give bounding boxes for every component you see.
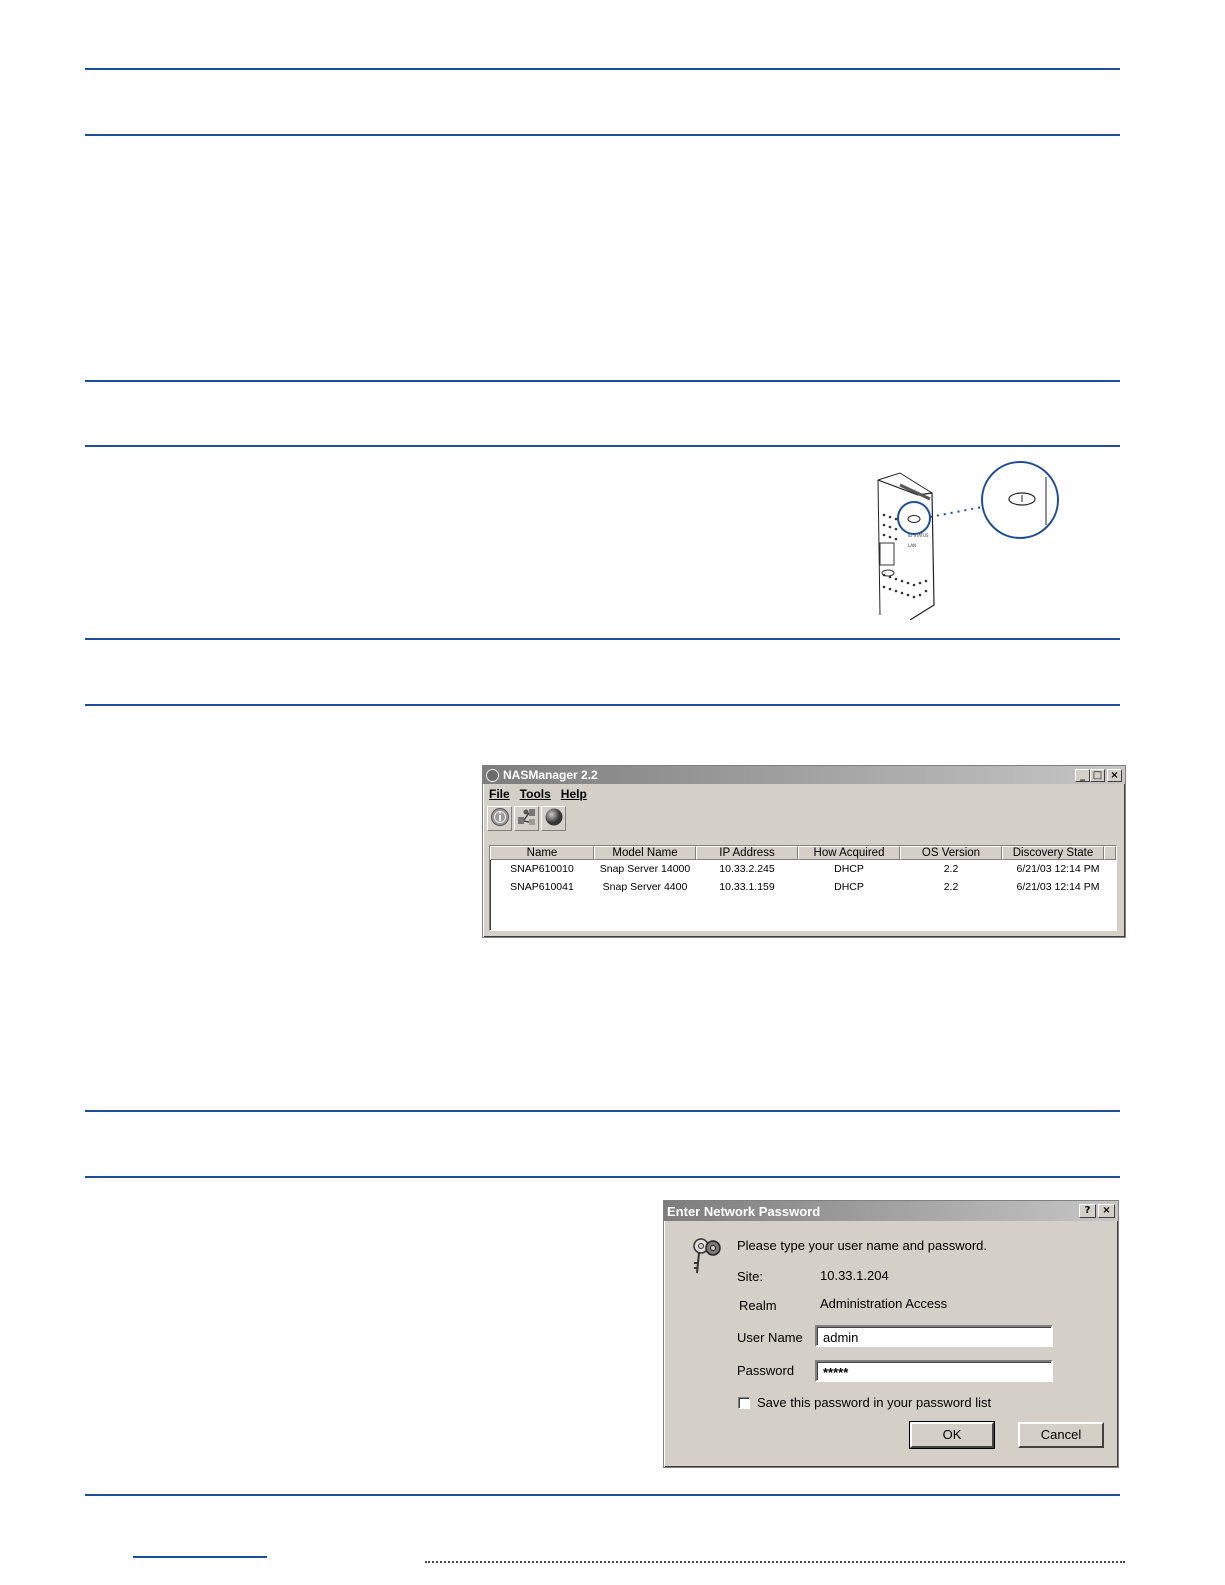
cancel-button[interactable]: Cancel xyxy=(1018,1422,1104,1448)
maximize-button[interactable]: □ xyxy=(1090,769,1105,782)
column-header-os-version[interactable]: OS Version xyxy=(900,846,1002,860)
cell-os-version: 2.2 xyxy=(943,863,959,875)
password-label: Password xyxy=(737,1363,795,1378)
info-button[interactable] xyxy=(487,806,512,831)
section-rule xyxy=(85,704,1120,706)
cell-name: SNAP610010 xyxy=(510,863,574,875)
info-icon xyxy=(490,807,510,830)
svg-text:ID STATUS: ID STATUS xyxy=(908,533,929,538)
column-header-model-name[interactable]: Model Name xyxy=(594,846,696,860)
username-field[interactable]: admin xyxy=(815,1325,1053,1347)
cell-how-acquired: DHCP xyxy=(834,881,864,893)
network-tools-button[interactable] xyxy=(514,806,539,831)
nasmanager-titlebar[interactable] xyxy=(483,766,1125,784)
keys-icon xyxy=(686,1235,726,1275)
server-power-button-illustration xyxy=(870,455,1070,620)
network-tools-icon xyxy=(516,806,538,831)
menu-file[interactable]: File xyxy=(489,787,510,801)
minimize-button[interactable]: _ xyxy=(1075,769,1090,782)
menu-help[interactable]: Help xyxy=(560,787,587,801)
password-field[interactable]: ***** xyxy=(815,1360,1053,1382)
save-password-checkbox[interactable] xyxy=(738,1397,750,1409)
section-rule xyxy=(85,1494,1120,1496)
menu-tools[interactable]: Tools xyxy=(519,787,551,801)
column-header-filler xyxy=(1104,846,1116,860)
table-row[interactable] xyxy=(490,860,1116,878)
dialog-title: Enter Network Password xyxy=(667,1203,821,1219)
column-header-how-acquired[interactable]: How Acquired xyxy=(798,846,900,860)
cell-ip-address: 10.33.2.245 xyxy=(719,863,775,875)
save-password-label[interactable]: Save this password in your password list xyxy=(757,1395,992,1410)
cell-os-version: 2.2 xyxy=(943,881,959,893)
cell-discovery-state: 6/21/03 12:14 PM xyxy=(1016,881,1100,893)
help-button[interactable]: ? xyxy=(1079,1204,1096,1218)
site-label: Site: xyxy=(737,1269,764,1284)
site-value: 10.33.1.204 xyxy=(820,1268,889,1283)
cell-ip-address: 10.33.1.159 xyxy=(719,881,775,893)
globe-icon xyxy=(544,807,564,830)
globe-button[interactable] xyxy=(541,806,566,831)
dialog-titlebar[interactable] xyxy=(664,1201,1118,1221)
section-rule xyxy=(85,1110,1120,1112)
nasmanager-window xyxy=(482,765,1126,938)
section-rule xyxy=(85,638,1120,640)
close-button[interactable]: × xyxy=(1098,1204,1115,1218)
section-rule xyxy=(85,68,1120,70)
cell-discovery-state: 6/21/03 12:14 PM xyxy=(1016,863,1100,875)
dialog-prompt: Please type your user name and password. xyxy=(737,1238,988,1253)
window-title: NASManager 2.2 xyxy=(503,768,598,782)
cell-how-acquired: DHCP xyxy=(834,863,864,875)
realm-value: Administration Access xyxy=(820,1296,948,1311)
realm-label: Realm xyxy=(739,1298,777,1313)
section-rule xyxy=(85,134,1120,136)
close-button[interactable]: × xyxy=(1107,769,1122,782)
menu-bar xyxy=(483,784,1125,804)
section-rule xyxy=(85,380,1120,382)
nasmanager-app-icon xyxy=(486,769,499,782)
cell-model-name: Snap Server 14000 xyxy=(599,863,691,875)
network-password-dialog xyxy=(663,1200,1119,1468)
server-table xyxy=(489,845,1117,931)
username-label: User Name xyxy=(737,1330,803,1345)
footer-dotted-rule xyxy=(425,1561,1125,1563)
column-header-discovery-state[interactable]: Discovery State xyxy=(1002,846,1104,860)
toolbar xyxy=(483,804,1125,833)
cell-name: SNAP610041 xyxy=(510,881,574,893)
cell-model-name: Snap Server 4400 xyxy=(602,881,688,893)
table-row[interactable] xyxy=(490,878,1116,896)
section-rule xyxy=(85,1176,1120,1178)
column-header-ip-address[interactable]: IP Address xyxy=(696,846,798,860)
table-header xyxy=(490,846,1116,860)
footer-rule xyxy=(133,1556,267,1558)
ok-button[interactable]: OK xyxy=(910,1422,994,1448)
column-header-name[interactable]: Name xyxy=(490,846,594,860)
svg-text:LAN: LAN xyxy=(908,543,917,548)
section-rule xyxy=(85,445,1120,447)
